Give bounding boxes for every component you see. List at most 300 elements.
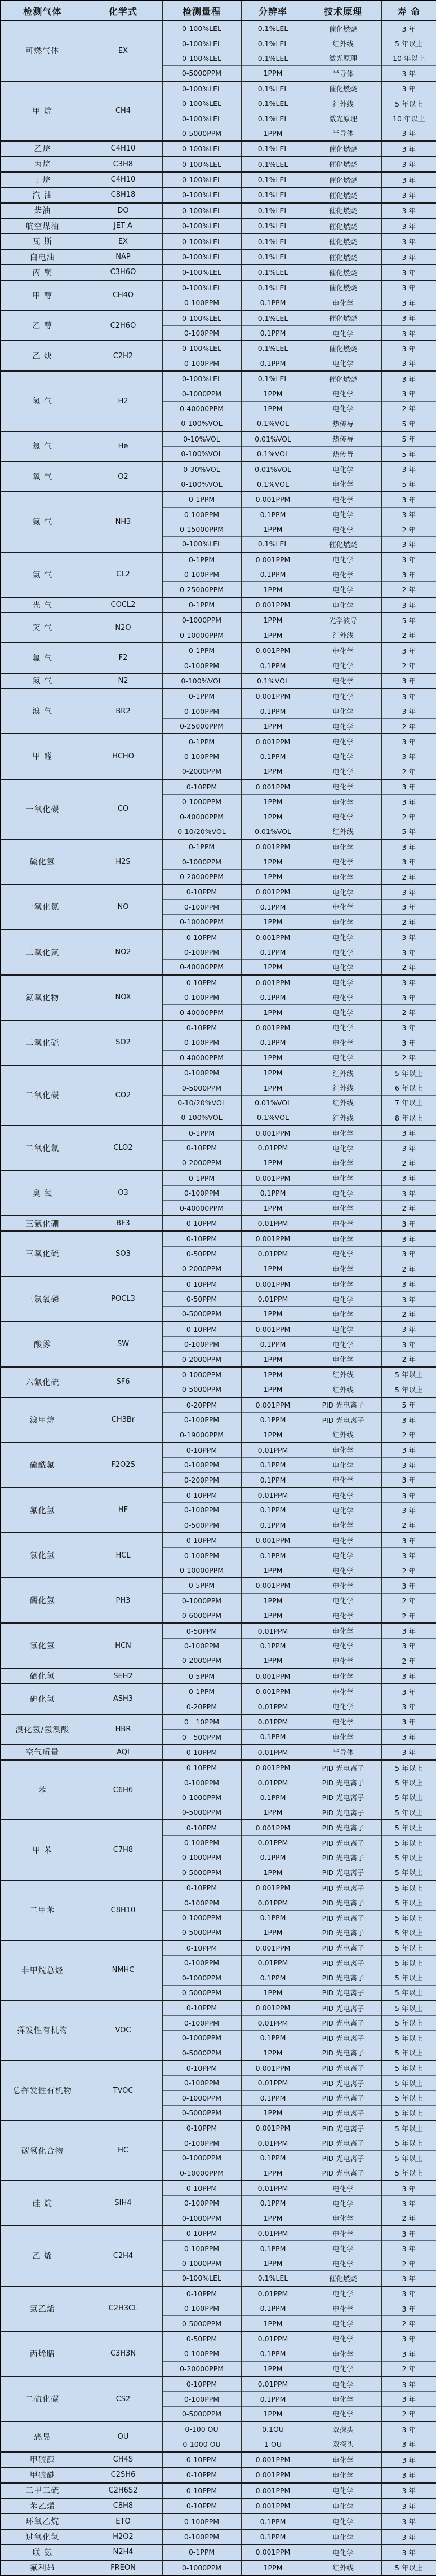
- gas-name-cell: 挥发性有机物: [1, 2000, 84, 2061]
- range-cell: 0-10PPM: [162, 2483, 241, 2498]
- formula-cell: HF: [84, 1488, 162, 1533]
- gas-name-cell: 乙 烯: [1, 2226, 84, 2286]
- resolution-cell: 1PPM: [241, 2560, 305, 2575]
- table-row: [1, 643, 436, 658]
- resolution-cell: 1PPM: [241, 522, 305, 536]
- principle-cell: 电化学: [305, 658, 381, 673]
- lifespan-cell: 3 年: [381, 2376, 436, 2392]
- table-row: [1, 2331, 436, 2346]
- resolution-cell: 0.001PPM: [241, 2498, 305, 2513]
- gas-name-cell: 二氧化氯: [1, 1126, 84, 1171]
- resolution-cell: 1PPM: [241, 1201, 305, 1216]
- resolution-cell: 0.1PPM: [241, 1730, 305, 1745]
- lifespan-cell: 5 年以上: [381, 2165, 436, 2181]
- lifespan-cell: 5 年以上: [381, 2105, 436, 2120]
- formula-cell: HCN: [84, 1623, 162, 1668]
- principle-cell: 电化学: [305, 2226, 381, 2241]
- principle-cell: 电化学: [305, 945, 381, 959]
- gas-name-cell: 空气质量: [1, 1745, 84, 1760]
- resolution-cell: 0.001PPM: [241, 1684, 305, 1699]
- principle-cell: PID 光电离子: [305, 2061, 381, 2076]
- table-row: [1, 249, 436, 264]
- resolution-cell: 1PPM: [241, 2406, 305, 2421]
- lifespan-cell: 5 年: [381, 477, 436, 492]
- resolution-cell: 0.01PPM: [241, 2015, 305, 2030]
- principle-cell: 电化学: [305, 2529, 381, 2544]
- gas-name-cell: 甲 苯: [1, 1820, 84, 1880]
- lifespan-cell: 3 年: [381, 264, 436, 280]
- resolution-cell: 0.01%VOL: [241, 461, 305, 477]
- gas-name-cell: 六氟化硫: [1, 1367, 84, 1397]
- resolution-cell: 0.1%VOL: [241, 446, 305, 461]
- resolution-cell: 0.001PPM: [241, 2483, 305, 2498]
- table-row: [1, 2498, 436, 2513]
- range-cell: 0-10PPM: [162, 1533, 241, 1548]
- lifespan-cell: 2 年: [381, 2406, 436, 2421]
- principle-cell: 电化学: [305, 1578, 381, 1593]
- resolution-cell: 0.1PPM: [241, 899, 305, 914]
- resolution-cell: 0.001PPM: [241, 1669, 305, 1684]
- formula-cell: CH3Br: [84, 1397, 162, 1443]
- principle-cell: 电化学: [305, 2301, 381, 2315]
- principle-cell: 电化学: [305, 839, 381, 854]
- principle-cell: 电化学: [305, 1443, 381, 1458]
- gas-name-cell: 一氧化氮: [1, 884, 84, 929]
- lifespan-cell: 3 年: [381, 2529, 436, 2544]
- gas-name-cell: 苯乙烯: [1, 2498, 84, 2513]
- resolution-cell: 1PPM: [241, 2316, 305, 2331]
- lifespan-cell: 3 年: [381, 2286, 436, 2301]
- resolution-cell: 0.1PPM: [241, 1458, 305, 1472]
- range-cell: 0-40000PPM: [162, 960, 241, 975]
- formula-cell: NMHC: [84, 1940, 162, 2001]
- table-row: [1, 1714, 436, 1730]
- lifespan-cell: 5 年以上: [381, 2120, 436, 2136]
- resolution-cell: 0.1%LEL: [241, 371, 305, 386]
- resolution-cell: 0.1PPM: [241, 1910, 305, 1925]
- resolution-cell: 0.1PPM: [241, 325, 305, 341]
- resolution-cell: 0.01PPM: [241, 1745, 305, 1760]
- range-cell: 0-2000PPM: [162, 1653, 241, 1669]
- principle-cell: 电化学: [305, 1563, 381, 1578]
- formula-cell: OU: [84, 2421, 162, 2452]
- resolution-cell: 0.1PPM: [241, 990, 305, 1005]
- lifespan-cell: 3 年: [381, 854, 436, 869]
- range-cell: 0-10/20%VOL: [162, 1095, 241, 1110]
- resolution-cell: 0.1%LEL: [241, 141, 305, 156]
- lifespan-cell: 3 年: [381, 1336, 436, 1351]
- gas-name-cell: 乙 炔: [1, 341, 84, 371]
- principle-cell: 电化学: [305, 1322, 381, 1337]
- range-cell: 0－10PPM: [162, 1714, 241, 1730]
- resolution-cell: 0.1%LEL: [241, 264, 305, 280]
- principle-cell: 电化学: [305, 2376, 381, 2392]
- range-cell: 0-10PPM: [162, 2376, 241, 2392]
- resolution-cell: 1PPM: [241, 2211, 305, 2226]
- principle-cell: 电化学: [305, 794, 381, 809]
- range-cell: 0-2000PPM: [162, 1155, 241, 1171]
- resolution-cell: 1PPM: [241, 628, 305, 643]
- resolution-cell: 1PPM: [241, 1261, 305, 1277]
- formula-cell: C2H2: [84, 341, 162, 371]
- formula-cell: HCHO: [84, 734, 162, 779]
- range-cell: 0-5000PPM: [162, 2105, 241, 2120]
- range-cell: 0-100PPM: [162, 2392, 241, 2406]
- table-row: [1, 157, 436, 172]
- principle-cell: 半导体: [305, 126, 381, 141]
- principle-cell: 电化学: [305, 2181, 381, 2196]
- resolution-cell: 0.1%LEL: [241, 81, 305, 96]
- resolution-cell: 1PPM: [241, 386, 305, 401]
- principle-cell: 红外线: [305, 1110, 381, 1126]
- principle-cell: 催化燃烧: [305, 157, 381, 172]
- principle-cell: 电化学: [305, 1714, 381, 1730]
- resolution-cell: 1PPM: [241, 1925, 305, 1940]
- range-cell: 0-10PPM: [162, 2226, 241, 2241]
- gas-name-cell: 非甲烷总烃: [1, 1940, 84, 2001]
- resolution-cell: 1 OU: [241, 2437, 305, 2452]
- lifespan-cell: 3 年: [381, 975, 436, 990]
- principle-cell: PID 光电离子: [305, 2076, 381, 2090]
- col-header-formula: 化学式: [84, 1, 162, 21]
- formula-cell: C2H6O: [84, 310, 162, 341]
- gas-name-cell: 氨 气: [1, 492, 84, 552]
- lifespan-cell: 3 年: [381, 1231, 436, 1246]
- formula-cell: N2: [84, 673, 162, 689]
- table-row: [1, 1126, 436, 1141]
- principle-cell: PID 光电离子: [305, 1805, 381, 1820]
- gas-name-cell: 溴甲烷: [1, 1397, 84, 1443]
- gas-name-cell: 过氧化氢: [1, 2529, 84, 2544]
- lifespan-cell: 3 年: [381, 2544, 436, 2560]
- col-header-principle: 技术原理: [305, 1, 381, 21]
- lifespan-cell: 8 年以上: [381, 1110, 436, 1126]
- resolution-cell: 0.1PPM: [241, 2030, 305, 2045]
- range-cell: 0-10PPM: [162, 1760, 241, 1775]
- range-cell: 0-100%LEL: [162, 157, 241, 172]
- range-cell: 0-100%LEL: [162, 218, 241, 233]
- resolution-cell: 0.1PPM: [241, 1503, 305, 1518]
- formula-cell: SF6: [84, 1367, 162, 1397]
- resolution-cell: 0.01PPM: [241, 1895, 305, 1910]
- range-cell: 0-50PPM: [162, 2331, 241, 2346]
- principle-cell: 电化学: [305, 2346, 381, 2361]
- lifespan-cell: 3 年: [381, 734, 436, 749]
- resolution-cell: 0.1%LEL: [241, 157, 305, 172]
- lifespan-cell: 3 年: [381, 66, 436, 81]
- principle-cell: 电化学: [305, 1035, 381, 1050]
- range-cell: 0-1PPM: [162, 1171, 241, 1186]
- formula-cell: O2: [84, 461, 162, 492]
- principle-cell: PID 光电离子: [305, 1940, 381, 1956]
- range-cell: 0-1000 OU: [162, 2437, 241, 2452]
- table-row: [1, 1231, 436, 1246]
- resolution-cell: 0.001PPM: [241, 492, 305, 507]
- gas-name-cell: 甲硫醚: [1, 2467, 84, 2482]
- gas-name-cell: 溴 气: [1, 689, 84, 734]
- principle-cell: 电化学: [305, 1050, 381, 1065]
- lifespan-cell: 3 年: [381, 749, 436, 764]
- range-cell: 0－500PPM: [162, 1730, 241, 1745]
- resolution-cell: 0.1%LEL: [241, 172, 305, 187]
- range-cell: 0-10000PPM: [162, 2165, 241, 2181]
- lifespan-cell: 3 年: [381, 1623, 436, 1638]
- table-row: [1, 1578, 436, 1593]
- lifespan-cell: 5 年: [381, 431, 436, 447]
- table-row: [1, 779, 436, 795]
- range-cell: 0-10PPM: [162, 1276, 241, 1291]
- resolution-cell: 0.1%LEL: [241, 96, 305, 111]
- range-cell: 0-100PPM: [162, 295, 241, 311]
- gas-name-cell: 航空煤油: [1, 218, 84, 233]
- col-header-resolution: 分辨率: [241, 1, 305, 21]
- lifespan-cell: 3 年: [381, 794, 436, 809]
- formula-cell: NO2: [84, 929, 162, 974]
- lifespan-cell: 3 年: [381, 1140, 436, 1155]
- range-cell: 0-100PPM: [162, 1548, 241, 1563]
- range-cell: 0-100 OU: [162, 2421, 241, 2437]
- resolution-cell: 0.001PPM: [241, 552, 305, 567]
- resolution-cell: 0.1PPM: [241, 1970, 305, 1985]
- gas-name-cell: 氯 气: [1, 552, 84, 597]
- range-cell: 0-20PPM: [162, 1397, 241, 1413]
- principle-cell: 电化学: [305, 1488, 381, 1503]
- range-cell: 0-100PPM: [162, 2513, 241, 2529]
- principle-cell: 红外线: [305, 1382, 381, 1397]
- range-cell: 0-5000PPM: [162, 1382, 241, 1397]
- formula-cell: SEH2: [84, 1669, 162, 1684]
- gas-name-cell: 丙烷: [1, 157, 84, 172]
- formula-cell: N2O: [84, 612, 162, 643]
- table-row: [1, 673, 436, 689]
- principle-cell: 红外线: [305, 1095, 381, 1110]
- lifespan-cell: 2 年: [381, 1261, 436, 1277]
- lifespan-cell: 5 年以上: [381, 1940, 436, 1956]
- range-cell: 0-100PPM: [162, 749, 241, 764]
- lifespan-cell: 3 年: [381, 673, 436, 689]
- gas-name-cell: 氢 气: [1, 371, 84, 431]
- gas-name-cell: 乙 醇: [1, 310, 84, 341]
- principle-cell: 电化学: [305, 552, 381, 567]
- resolution-cell: 0.001PPM: [241, 1231, 305, 1246]
- gas-name-cell: 氟利昂: [1, 2560, 84, 2575]
- principle-cell: 电化学: [305, 1593, 381, 1608]
- principle-cell: 电化学: [305, 1291, 381, 1306]
- range-cell: 0-100%LEL: [162, 264, 241, 280]
- range-cell: 0-10PPM: [162, 2467, 241, 2482]
- resolution-cell: 0.1PPM: [241, 295, 305, 311]
- formula-cell: CH4O: [84, 280, 162, 311]
- lifespan-cell: 3 年: [381, 1533, 436, 1548]
- range-cell: 0-1PPM: [162, 734, 241, 749]
- range-cell: 0-100%LEL: [162, 96, 241, 111]
- lifespan-cell: 3 年: [381, 2196, 436, 2211]
- lifespan-cell: 2 年: [381, 915, 436, 930]
- table-row: [1, 2286, 436, 2301]
- lifespan-cell: 3 年: [381, 929, 436, 945]
- principle-cell: 电化学: [305, 1216, 381, 1231]
- range-cell: 0-100PPM: [162, 1775, 241, 1790]
- formula-cell: SO3: [84, 1231, 162, 1276]
- resolution-cell: 0.01PPM: [241, 1488, 305, 1503]
- lifespan-cell: 5 年以上: [381, 1865, 436, 1880]
- gas-name-cell: 柴油: [1, 203, 84, 218]
- formula-cell: BR2: [84, 689, 162, 734]
- table-row: [1, 141, 436, 156]
- table-row: [1, 689, 436, 704]
- gas-name-cell: 三氟化硼: [1, 1216, 84, 1231]
- range-cell: 0-100PPM: [162, 990, 241, 1005]
- gas-name-cell: 甲 烷: [1, 81, 84, 142]
- principle-cell: 电化学: [305, 2513, 381, 2529]
- lifespan-cell: 3 年: [381, 1730, 436, 1745]
- table-row: [1, 431, 436, 447]
- resolution-cell: 0.1PPM: [241, 1518, 305, 1533]
- formula-cell: PH3: [84, 1578, 162, 1623]
- lifespan-cell: 3 年: [381, 2392, 436, 2406]
- formula-cell: CO2: [84, 1065, 162, 1126]
- range-cell: 0-5000PPM: [162, 1925, 241, 1940]
- principle-cell: 电化学: [305, 1503, 381, 1518]
- resolution-cell: 0.01PPM: [241, 2376, 305, 2392]
- range-cell: 0-100PPM: [162, 1336, 241, 1351]
- range-cell: 0-40000PPM: [162, 1201, 241, 1216]
- resolution-cell: 1PPM: [241, 1653, 305, 1669]
- range-cell: 0-100%VOL: [162, 477, 241, 492]
- lifespan-cell: 3 年: [381, 81, 436, 96]
- resolution-cell: 0.1PPM: [241, 2346, 305, 2361]
- principle-cell: 电化学: [305, 461, 381, 477]
- gas-name-cell: 碳氢化合物: [1, 2120, 84, 2181]
- resolution-cell: 0.001PPM: [241, 689, 305, 704]
- lifespan-cell: 2 年: [381, 809, 436, 824]
- gas-name-cell: 二硫化碳: [1, 2376, 84, 2421]
- gas-name-cell: 氟 气: [1, 643, 84, 673]
- principle-cell: 电化学: [305, 1276, 381, 1291]
- gas-name-cell: 氯化氢: [1, 1533, 84, 1578]
- formula-cell: COCL2: [84, 597, 162, 612]
- formula-cell: EX: [84, 21, 162, 81]
- formula-cell: FREON: [84, 2560, 162, 2575]
- lifespan-cell: 3 年: [381, 689, 436, 704]
- table-row: [1, 1533, 436, 1548]
- resolution-cell: 0.1%VOL: [241, 416, 305, 431]
- formula-cell: HBR: [84, 1714, 162, 1745]
- lifespan-cell: 5 年以上: [381, 1880, 436, 1895]
- resolution-cell: 0.001PPM: [241, 779, 305, 795]
- formula-cell: C8H8: [84, 2498, 162, 2513]
- table-row: [1, 2226, 436, 2241]
- lifespan-cell: 3 年: [381, 172, 436, 187]
- principle-cell: 电化学: [305, 764, 381, 779]
- table-row: [1, 2544, 436, 2560]
- resolution-cell: 1PPM: [241, 2105, 305, 2120]
- resolution-cell: 0.1%LEL: [241, 36, 305, 51]
- range-cell: 0-100PPM: [162, 1835, 241, 1850]
- principle-cell: PID 光电离子: [305, 1790, 381, 1805]
- lifespan-cell: 3 年: [381, 2467, 436, 2482]
- formula-cell: H2: [84, 371, 162, 431]
- col-header-gas: 检测气体: [1, 1, 84, 21]
- range-cell: 0-10PPM: [162, 2452, 241, 2467]
- range-cell: 0-1000PPM: [162, 2560, 241, 2575]
- range-cell: 0-100PPM: [162, 2196, 241, 2211]
- resolution-cell: 0.01%VOL: [241, 824, 305, 839]
- resolution-cell: 0.1PPM: [241, 2196, 305, 2211]
- gas-name-cell: 苯: [1, 1760, 84, 1820]
- range-cell: 0-10PPM: [162, 1140, 241, 1155]
- table-row: [1, 341, 436, 356]
- principle-cell: 催化燃烧: [305, 187, 381, 202]
- range-cell: 0-100PPM: [162, 2346, 241, 2361]
- range-cell: 0-10PPM: [162, 884, 241, 899]
- lifespan-cell: 2 年: [381, 1307, 436, 1322]
- range-cell: 0-1000PPM: [162, 612, 241, 628]
- resolution-cell: 1PPM: [241, 126, 305, 141]
- range-cell: 0-10PPM: [162, 2181, 241, 2196]
- formula-cell: C6H6: [84, 1760, 162, 1820]
- formula-cell: CH4S: [84, 2452, 162, 2467]
- principle-cell: 电化学: [305, 2452, 381, 2467]
- range-cell: 0-5PPM: [162, 1669, 241, 1684]
- table-row: [1, 597, 436, 612]
- table-row: [1, 2421, 436, 2437]
- gas-name-cell: 瓦 斯: [1, 233, 84, 249]
- lifespan-cell: 2 年: [381, 1593, 436, 1608]
- formula-cell: VOC: [84, 2000, 162, 2061]
- lifespan-cell: 3 年: [381, 1171, 436, 1186]
- table-row: [1, 2000, 436, 2015]
- principle-cell: 电化学: [305, 2406, 381, 2421]
- col-header-lifespan: 寿 命: [381, 1, 436, 21]
- principle-cell: 热传导: [305, 416, 381, 431]
- range-cell: 0-25000PPM: [162, 718, 241, 734]
- lifespan-cell: 2 年: [381, 869, 436, 884]
- principle-cell: 催化燃烧: [305, 371, 381, 386]
- table-row: [1, 1020, 436, 1035]
- table-row: [1, 1171, 436, 1186]
- range-cell: 0-2000PPM: [162, 764, 241, 779]
- lifespan-cell: 2 年: [381, 2211, 436, 2226]
- range-cell: 0-1000PPM: [162, 1910, 241, 1925]
- resolution-cell: 0.001PPM: [241, 2120, 305, 2136]
- resolution-cell: 1PPM: [241, 1593, 305, 1608]
- table-row: [1, 172, 436, 187]
- lifespan-cell: 2 年: [381, 1653, 436, 1669]
- gas-name-cell: 氧 气: [1, 461, 84, 492]
- lifespan-cell: 3 年: [381, 552, 436, 567]
- resolution-cell: 0.01PPM: [241, 2286, 305, 2301]
- lifespan-cell: 5 年以上: [381, 1790, 436, 1805]
- range-cell: 0-2000PPM: [162, 1261, 241, 1277]
- lifespan-cell: 5 年以上: [381, 1985, 436, 2000]
- lifespan-cell: 5 年以上: [381, 2045, 436, 2061]
- range-cell: 0-10PPM: [162, 1322, 241, 1337]
- resolution-cell: 0.01PPM: [241, 2076, 305, 2090]
- lifespan-cell: 3 年: [381, 2181, 436, 2196]
- resolution-cell: 0.001PPM: [241, 1940, 305, 1956]
- principle-cell: PID 光电离子: [305, 1775, 381, 1790]
- resolution-cell: 1PPM: [241, 794, 305, 809]
- gas-name-cell: 二氧化碳: [1, 1065, 84, 1126]
- range-cell: 0-1PPM: [162, 492, 241, 507]
- range-cell: 0-100%LEL: [162, 249, 241, 264]
- lifespan-cell: 3 年: [381, 126, 436, 141]
- resolution-cell: 0.1%VOL: [241, 1110, 305, 1126]
- principle-cell: PID 光电离子: [305, 1412, 381, 1427]
- gas-name-cell: 硫化氢: [1, 839, 84, 884]
- principle-cell: 催化燃烧: [305, 172, 381, 187]
